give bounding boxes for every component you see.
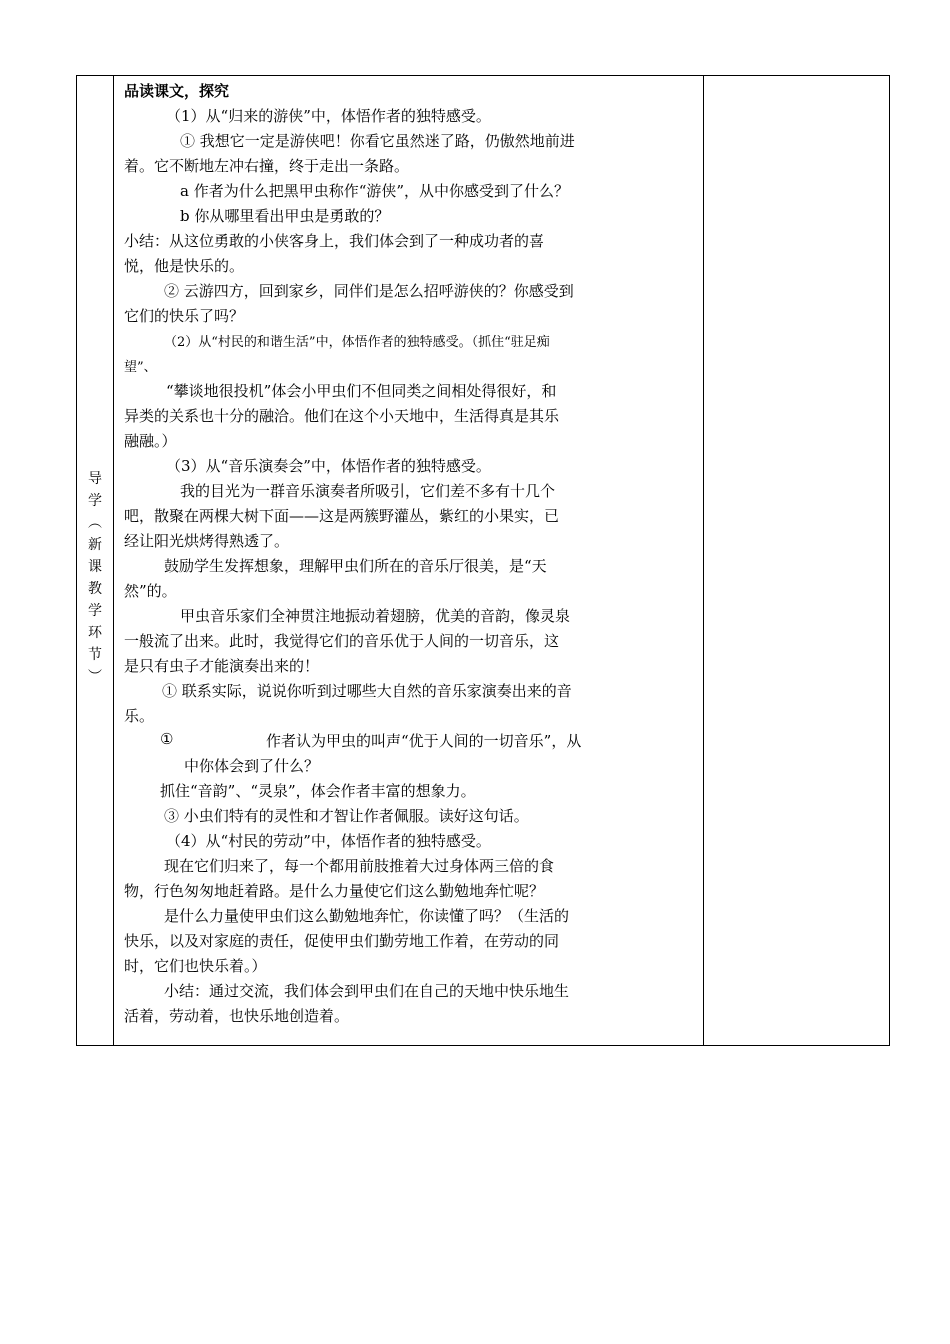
content-cell	[114, 76, 703, 1045]
text-line: 乐。	[124, 707, 155, 725]
text-line: 活着，劳动着，也快乐地创造着。	[124, 1007, 350, 1025]
label-char: 教	[88, 581, 102, 597]
section-heading: 品读课文，探究	[124, 82, 230, 100]
text-line: （3）从“音乐演奏会”中，体悟作者的独特感受。	[166, 457, 491, 475]
text-line: 是只有虫子才能演奏出来的！	[124, 657, 320, 675]
text-line: ② 云游四方，回到家乡，同伴们是怎么招呼游侠的？你感受到	[164, 282, 574, 300]
text-line: b 你从哪里看出甲虫是勇敢的？	[180, 207, 390, 225]
text-line: ③ 小虫们特有的灵性和才智让作者佩服。读好这句话。	[164, 807, 529, 825]
label-char: 节	[88, 647, 102, 663]
text-line: ① 我想它一定是游侠吧！你看它虽然迷了路，仍傲然地前进	[180, 132, 575, 150]
section-label-cell	[77, 76, 114, 1045]
text-line: “攀谈地很投机”体会小甲虫们不但同类之间相处得很好，和	[166, 382, 557, 400]
text-line: 是什么力量使甲虫们这么勤勉地奔忙，你读懂了吗？（生活的	[164, 907, 570, 925]
label-char: 导	[88, 471, 102, 487]
text-line: 经让阳光烘烤得熟透了。	[124, 532, 290, 550]
text-line: 小结：从这位勇敢的小侠客身上，我们体会到了一种成功者的喜	[124, 232, 545, 250]
text-line: （2）从“村民的和谐生活”中，体悟作者的独特感受。（抓住“驻足痴	[164, 335, 550, 350]
label-char: 学	[88, 603, 102, 619]
text-line: 我的目光为一群音乐演奏者所吸引，它们差不多有十几个	[180, 482, 556, 500]
label-char: 新	[88, 537, 102, 553]
label-char: 环	[88, 625, 102, 641]
text-line: （4）从“村民的劳动”中，体悟作者的独特感受。	[166, 832, 491, 850]
text-line: ① 联系实际，说说你听到过哪些大自然的音乐家演奏出来的音	[162, 682, 572, 700]
text-line: 抓住“音韵”、“灵泉”，体会作者丰富的想象力。	[160, 782, 476, 800]
label-char: ︵	[88, 515, 102, 531]
text-line: 鼓励学生发挥想象，理解甲虫们所在的音乐厅很美，是“天	[164, 557, 547, 575]
notes-cell	[703, 76, 889, 1045]
text-line: 时，它们也快乐着。）	[124, 957, 267, 975]
label-char: 课	[88, 559, 102, 575]
text-line: 作者认为甲虫的叫声“优于人间的一切音乐”，从	[266, 732, 582, 750]
text-line: 望”、	[124, 360, 157, 375]
text-line: 然”的。	[124, 582, 177, 600]
text-line: 吧，散聚在两棵大树下面——这是两簇野灌丛，紫红的小果实，已	[124, 507, 560, 525]
text-line: 悦，他是快乐的。	[124, 257, 245, 275]
text-line: 小结：通过交流，我们体会到甲虫们在自己的天地中快乐地生	[164, 982, 570, 1000]
text-line: 着。它不断地左冲右撞，终于走出一条路。	[124, 157, 410, 175]
text-line: 快乐，以及对家庭的责任，促使甲虫们勤劳地工作着，在劳动的同	[124, 932, 560, 950]
text-line: 异类的关系也十分的融洽。他们在这个小天地中，生活得真是其乐	[124, 407, 560, 425]
text-line: 一般流了出来。此时，我觉得它们的音乐优于人间的一切音乐，这	[124, 632, 560, 650]
text-line: 甲虫音乐家们全神贯注地振动着翅膀，优美的音韵，像灵泉	[180, 607, 571, 625]
lesson-table	[76, 75, 890, 1046]
text-line: （1）从“归来的游侠”中，体悟作者的独特感受。	[166, 107, 491, 125]
text-line: 中你体会到了什么？	[184, 757, 320, 775]
text-line: 它们的快乐了吗？	[124, 307, 245, 325]
section-label	[77, 468, 113, 688]
text-line: 物，行色匆匆地赶着路。是什么力量使它们这么勤勉地奔忙呢？	[124, 882, 545, 900]
label-char: 学	[88, 493, 102, 509]
text-line: 现在它们归来了，每一个都用前肢推着大过身体两三倍的食	[164, 857, 555, 875]
text-line: a 作者为什么把黑甲虫称作“游侠”，从中你感受到了什么？	[180, 182, 570, 200]
list-marker: ①	[160, 730, 174, 748]
text-line: 融融。）	[124, 432, 177, 450]
label-char: ︶	[88, 669, 102, 685]
